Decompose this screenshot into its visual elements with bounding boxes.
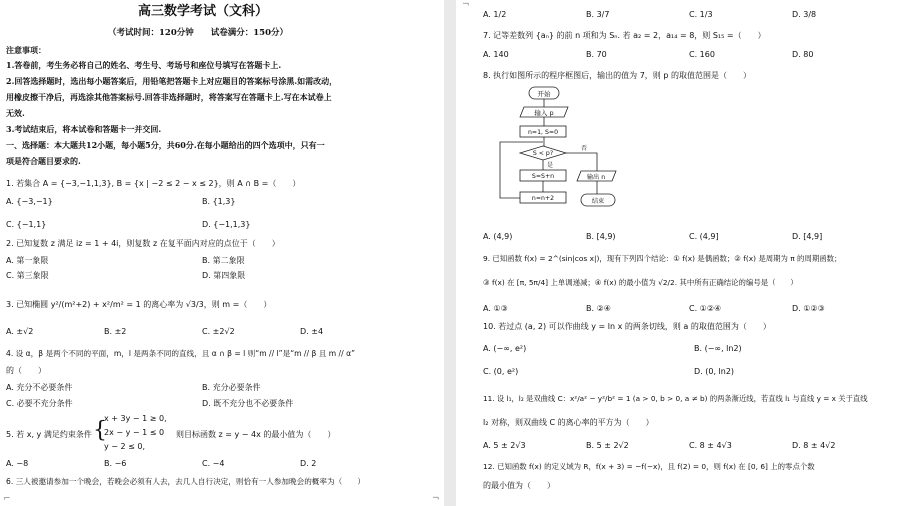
q7-option-c: C. 160 [689, 50, 715, 59]
q6-option-d: D. 3/8 [792, 10, 817, 19]
flow-cond-label: S < p? [532, 150, 554, 157]
q6-option-c: C. 1/3 [689, 10, 713, 19]
flow-yes-label: 是 [547, 162, 554, 169]
corner-mark: ¬ [462, 0, 470, 10]
question-12: 12. 已知函数 f(x) 的定义域为 R，f(x + 3) = −f(−x)，且 f(2) = 0，则 f(x) 在 [0, 6] 上的零点个数 [483, 462, 815, 471]
q2-option-c: C. 第三象限 [6, 271, 49, 280]
question-2: 2. 已知复数 z 满足 iz = 1 + 4i，则复数 z 在复平面内对应的点位于（ ） [6, 239, 280, 248]
page-right [456, 0, 900, 506]
q4-option-c: C. 必要不充分条件 [6, 399, 73, 408]
q10-option-b: B. (−∞, ln2) [694, 344, 742, 353]
question-9: 9. 已知函数 f(x) = 2^(sin|cos x|)，现有下列四个结论：① f(x) 是偶函数；② f(x) 是周期为 π 的周期函数； [483, 254, 842, 263]
q8-option-a: A. (4,9) [483, 232, 513, 241]
q5-option-b: B. −6 [104, 459, 127, 468]
flow-init-label: n=1, S=0 [527, 129, 559, 136]
q2-option-b: B. 第二象限 [202, 256, 245, 265]
q9-option-a: A. ①③ [483, 304, 508, 313]
q9-option-d: D. ①②③ [792, 304, 825, 313]
question-1: 1. 若集合 A = {−3,−1,1,3}, B = {x | −2 ≤ 2 − x ≤ 2}，则 A ∩ B =（ ） [6, 179, 301, 188]
flow-start-label: 开始 [537, 90, 551, 98]
question-4-cont: 的（ ） [6, 366, 46, 375]
q10-option-c: C. (0, e²) [483, 367, 519, 376]
q10-option-a: A. (−∞, e²) [483, 344, 527, 353]
q1-option-a: A. {−3,−1} [6, 197, 53, 206]
question-11-cont: l₂ 对称，则双曲线 C 的离心率的平方为（ ） [483, 418, 654, 427]
q8-option-c: C. (4,9] [689, 232, 719, 241]
page-left [0, 0, 444, 506]
section-heading: 项是符合题目要求的. [6, 156, 81, 166]
flowchart [496, 84, 636, 219]
q11-option-b: B. 5 ± 2√2 [586, 441, 629, 450]
constraint-2: 2x − y − 1 ≤ 0 [104, 428, 165, 437]
question-3: 3. 已知椭圆 y²/(m²+2) + x²/m² = 1 的离心率为 √3/3，则 m =（ ） [6, 300, 272, 309]
corner-mark: ⌐ [3, 494, 11, 504]
flow-update-s-label: S=S+n [531, 173, 555, 180]
flow-input-label: 输入 p [534, 109, 554, 117]
q6-option-a: A. 1/2 [483, 10, 507, 19]
q3-option-c: C. ±2√2 [202, 327, 235, 336]
notice-heading: 注意事项： [6, 45, 46, 55]
q1-option-b: B. {1,3} [202, 197, 236, 206]
q11-option-c: C. 8 ± 4√3 [689, 441, 732, 450]
q9-option-c: C. ①②④ [689, 304, 722, 313]
constraint-3: y − 2 ≤ 0, [104, 442, 146, 451]
corner-mark: ¬ [432, 494, 440, 504]
notice-line: 2.回答选择题时，选出每小题答案后，用铅笔把答题卡上对应题目的答案标号涂黑.如需改动， [6, 76, 338, 86]
constraint-brace: { [93, 418, 107, 443]
exam-info: （考试时间：120分钟 试卷满分：150分） [108, 28, 288, 38]
q4-option-b: B. 充分必要条件 [202, 383, 261, 392]
q1-option-c: C. {−1,1} [6, 220, 47, 229]
q8-option-d: D. [4,9] [792, 232, 823, 241]
constraint-1: x + 3y − 1 ≥ 0, [104, 414, 167, 423]
flow-output-label: 输出 n [586, 174, 606, 181]
q4-option-a: A. 充分不必要条件 [6, 383, 73, 392]
q1-option-d: D. {−1,1,3} [202, 220, 251, 229]
notice-line: 无效. [6, 108, 25, 118]
question-7: 7. 记等差数列 {aₙ} 的前 n 项和为 Sₙ. 若 a₂ = 2，a₁₄ = 8，则 S₁₅ =（ ） [483, 31, 766, 40]
flow-end-label: 结束 [591, 198, 605, 205]
notice-line: 用橡皮擦干净后，再选涂其他答案标号.回答非选择题时，将答案写在答题卡上.写在本试卷上 [6, 92, 332, 102]
q5-option-c: C. −4 [202, 459, 225, 468]
q2-option-a: A. 第一象限 [6, 256, 49, 265]
q7-option-a: A. 140 [483, 50, 509, 59]
question-11: 11. 设 l₁，l₂ 是双曲线 C：x²/a² − y²/b² = 1 (a > 0, b > 0, a ≠ b) 的两条渐近线，若直线 l₁ 与直线 y = x 关于直线 [483, 394, 868, 403]
question-9-cont: ③ f(x) 在 [π, 5π/4] 上单调递减；④ f(x) 的最小值为 √2/2. 其中所有正确结论的编号是（ ） [483, 278, 798, 287]
q4-option-d: D. 既不充分也不必要条件 [202, 399, 294, 408]
question-6: 6. 三人被邀请参加一个晚会，若晚会必须有人去，去几人自行决定，则恰有一人参加晚会的概率为（ ） [6, 477, 365, 486]
question-8: 8. 执行如图所示的程序框图后，输出的值为 7，则 p 的取值范围是（ ） [483, 71, 751, 80]
q3-option-d: D. ±4 [300, 327, 324, 336]
question-5-prefix: 5. 若 x, y 满足约束条件 [6, 430, 92, 439]
q11-option-d: D. 8 ± 4√2 [792, 441, 836, 450]
section-heading: 一、选择题：本大题共12小题，每小题5分，共60分.在每小题给出的四个选项中，只有一 [6, 140, 325, 150]
page-gutter [444, 0, 456, 506]
flow-update-n-label: n=n+2 [531, 195, 555, 202]
q5-option-d: D. 2 [300, 459, 317, 468]
notice-line: 1.答卷前，考生务必将自己的姓名、考生号、考场号和座位号填写在答题卡上. [6, 60, 282, 70]
q3-option-b: B. ±2 [104, 327, 127, 336]
q7-option-d: D. 80 [792, 50, 814, 59]
q2-option-d: D. 第四象限 [202, 271, 246, 280]
question-5-suffix: 则目标函数 z = y − 4x 的最小值为（ ） [176, 430, 336, 439]
question-10: 10. 若过点 (a, 2) 可以作曲线 y = ln x 的两条切线，则 a 的取值范围为（ ） [483, 322, 771, 331]
notice-line: 3.考试结束后，将本试卷和答题卡一并交回. [6, 124, 162, 134]
q9-option-b: B. ②④ [586, 304, 611, 313]
q10-option-d: D. (0, ln2) [694, 367, 735, 376]
page-title: 高三数学考试（文科） [138, 4, 269, 19]
question-12-cont: 的最小值为（ ） [483, 481, 555, 490]
question-4: 4. 设 α，β 是两个不同的平面，m，l 是两条不同的直线，且 α ∩ β = l 则“m // l”是“m // β 且 m // α” [6, 349, 356, 358]
flow-no-label: 否 [581, 145, 588, 152]
q7-option-b: B. 70 [586, 50, 607, 59]
q3-option-a: A. ±√2 [6, 327, 34, 336]
q8-option-b: B. [4,9) [586, 232, 616, 241]
q6-option-b: B. 3/7 [586, 10, 610, 19]
q5-option-a: A. −8 [6, 459, 29, 468]
q11-option-a: A. 5 ± 2√3 [483, 441, 526, 450]
